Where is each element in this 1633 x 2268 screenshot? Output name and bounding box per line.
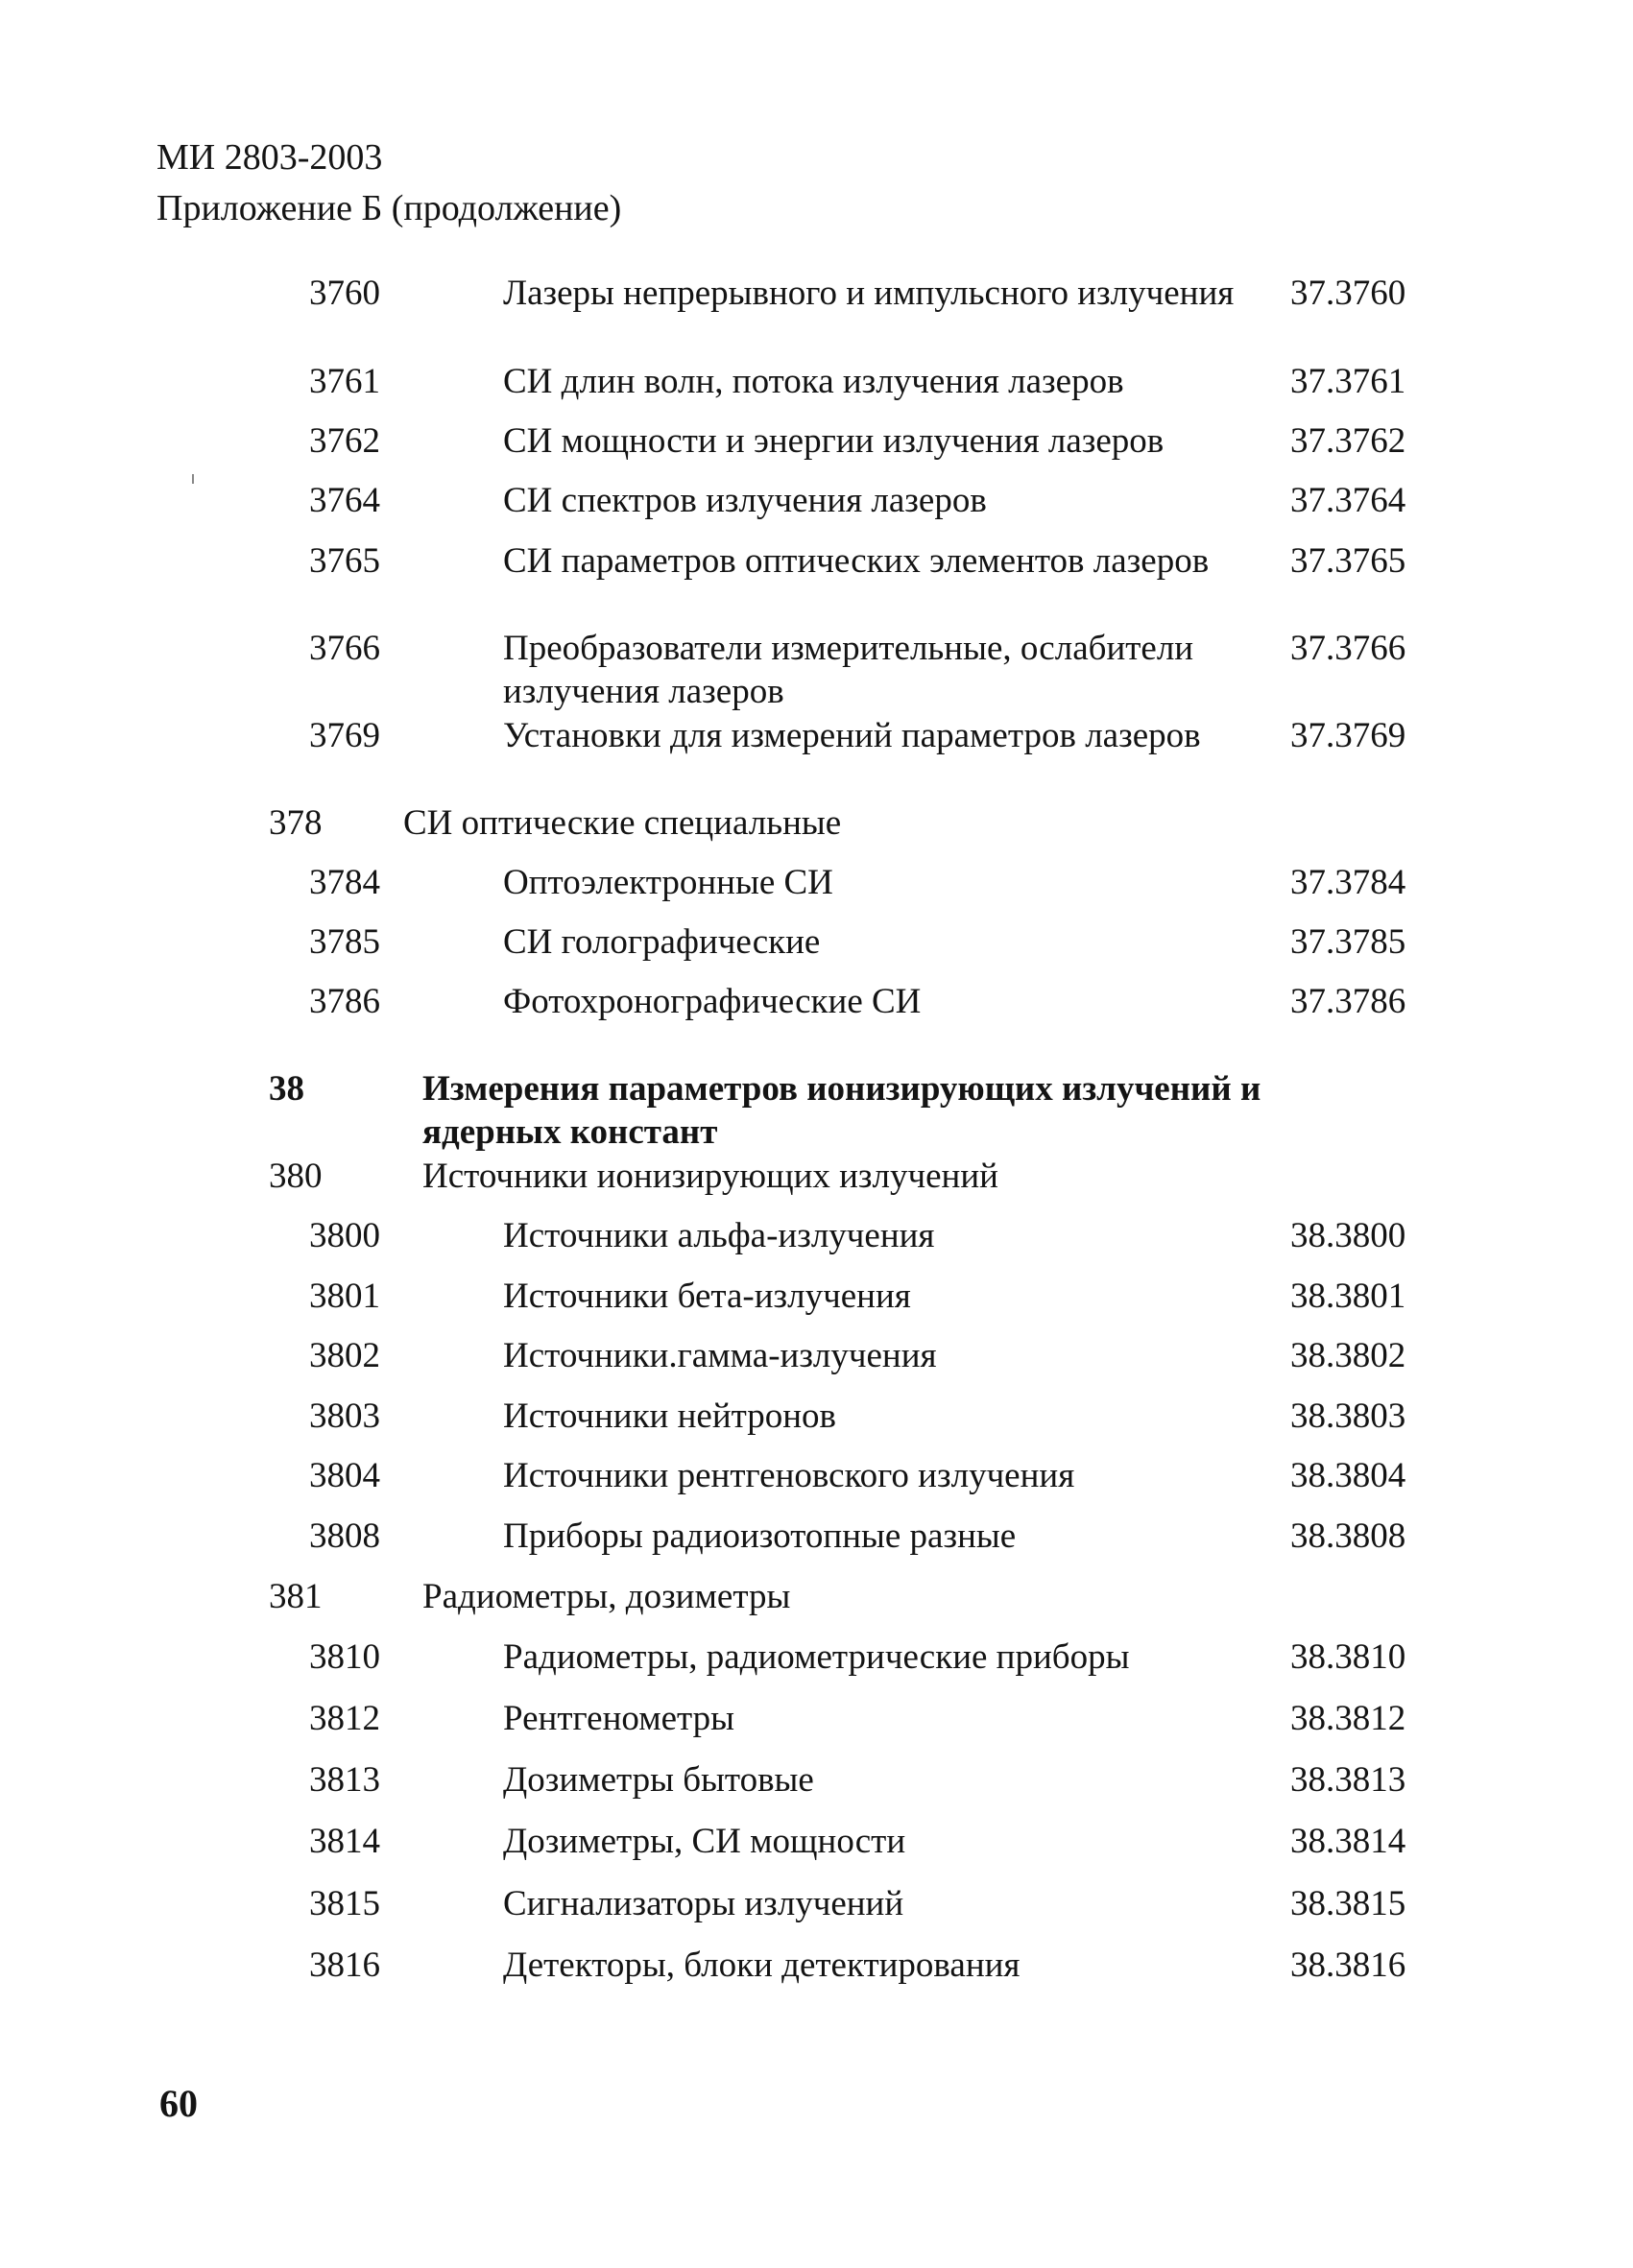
group-code: 378 xyxy=(269,803,323,843)
page-number: 60 xyxy=(159,2082,198,2125)
group-name: Радиометры, дозиметры xyxy=(422,1577,791,1616)
row-name: СИ мощности и энергии излучения лазеров xyxy=(503,421,1165,461)
row-ref: 38.3812 xyxy=(1290,1699,1406,1738)
row-ref: 37.3769 xyxy=(1290,716,1406,755)
row-code: 3766 xyxy=(309,629,380,668)
group-code: 381 xyxy=(269,1577,323,1616)
row-name: СИ параметров оптических элементов лазеров xyxy=(503,541,1210,581)
row-ref: 37.3761 xyxy=(1290,362,1406,401)
row-code: 3815 xyxy=(309,1884,380,1923)
row-name: Приборы радиоизотопные разные xyxy=(503,1516,1017,1556)
row-name: Преобразователи измерительные, ослабители излучения лазеров xyxy=(503,629,1194,711)
row-code: 3764 xyxy=(309,481,380,520)
row-ref: 37.3765 xyxy=(1290,541,1406,581)
row-name: Источники рентгеновского излучения xyxy=(503,1456,1075,1495)
row-code: 3800 xyxy=(309,1216,380,1255)
row-ref: 38.3808 xyxy=(1290,1516,1406,1556)
row-ref: 38.3813 xyxy=(1290,1760,1406,1800)
row-code: 3814 xyxy=(309,1822,380,1861)
document-code: МИ 2803-2003 xyxy=(156,137,383,178)
row-name: Лазеры непрерывного и импульсного излучения xyxy=(503,274,1235,313)
scan-speck xyxy=(192,474,194,484)
row-name: Источники.гамма-излучения xyxy=(503,1336,937,1375)
row-code: 3810 xyxy=(309,1637,380,1677)
row-ref: 38.3804 xyxy=(1290,1456,1406,1495)
row-name: СИ длин волн, потока излучения лазеров xyxy=(503,362,1124,401)
row-name: Дозиметры бытовые xyxy=(503,1760,814,1800)
row-ref: 38.3814 xyxy=(1290,1822,1406,1861)
row-code: 3784 xyxy=(309,863,380,902)
row-ref: 37.3766 xyxy=(1290,629,1406,668)
row-ref: 38.3802 xyxy=(1290,1336,1406,1375)
row-name: Источники альфа-излучения xyxy=(503,1216,935,1255)
section-code: 38 xyxy=(269,1069,304,1109)
row-ref: 38.3803 xyxy=(1290,1397,1406,1436)
row-ref: 38.3800 xyxy=(1290,1216,1406,1255)
row-ref: 37.3760 xyxy=(1290,274,1406,313)
row-code: 3808 xyxy=(309,1516,380,1556)
row-name: СИ спектров излучения лазеров xyxy=(503,481,987,520)
row-code: 3762 xyxy=(309,421,380,461)
row-ref: 38.3815 xyxy=(1290,1884,1406,1923)
row-name: Рентгенометры xyxy=(503,1699,735,1738)
row-name: Оптоэлектронные СИ xyxy=(503,863,833,902)
row-code: 3760 xyxy=(309,274,380,313)
group-name: Источники ионизирующих излучений xyxy=(422,1157,998,1196)
row-name: СИ голографические xyxy=(503,922,821,962)
row-code: 3816 xyxy=(309,1946,380,1985)
row-ref: 37.3784 xyxy=(1290,863,1406,902)
row-ref: 38.3816 xyxy=(1290,1946,1406,1985)
row-code: 3804 xyxy=(309,1456,380,1495)
group-code: 380 xyxy=(269,1157,323,1196)
row-code: 3803 xyxy=(309,1397,380,1436)
row-ref: 37.3786 xyxy=(1290,982,1406,1021)
row-ref: 38.3801 xyxy=(1290,1277,1406,1316)
row-name: Радиометры, радиометрические приборы xyxy=(503,1637,1130,1677)
row-code: 3785 xyxy=(309,922,380,962)
row-name: Источники бета-излучения xyxy=(503,1277,911,1316)
row-name: Фотохронографические СИ xyxy=(503,982,922,1021)
row-name: Источники нейтронов xyxy=(503,1397,837,1436)
row-ref: 38.3810 xyxy=(1290,1637,1406,1677)
row-code: 3801 xyxy=(309,1277,380,1316)
group-name: СИ оптические специальные xyxy=(403,803,842,843)
row-name: Детекторы, блоки детектирования xyxy=(503,1946,1021,1985)
appendix-title: Приложение Б (продолжение) xyxy=(156,188,622,228)
row-code: 3761 xyxy=(309,362,380,401)
row-ref: 37.3762 xyxy=(1290,421,1406,461)
row-code: 3765 xyxy=(309,541,380,581)
row-code: 3812 xyxy=(309,1699,380,1738)
row-name: Установки для измерений параметров лазеров xyxy=(503,716,1201,755)
row-name: Дозиметры, СИ мощности xyxy=(503,1822,906,1861)
row-code: 3813 xyxy=(309,1760,380,1800)
row-code: 3802 xyxy=(309,1336,380,1375)
row-code: 3769 xyxy=(309,716,380,755)
row-ref: 37.3785 xyxy=(1290,922,1406,962)
section-title: Измерения параметров ионизирующих излучений и ядерных констант xyxy=(422,1069,1261,1152)
row-name: Сигнализаторы излучений xyxy=(503,1884,904,1923)
row-ref: 37.3764 xyxy=(1290,481,1406,520)
row-code: 3786 xyxy=(309,982,380,1021)
